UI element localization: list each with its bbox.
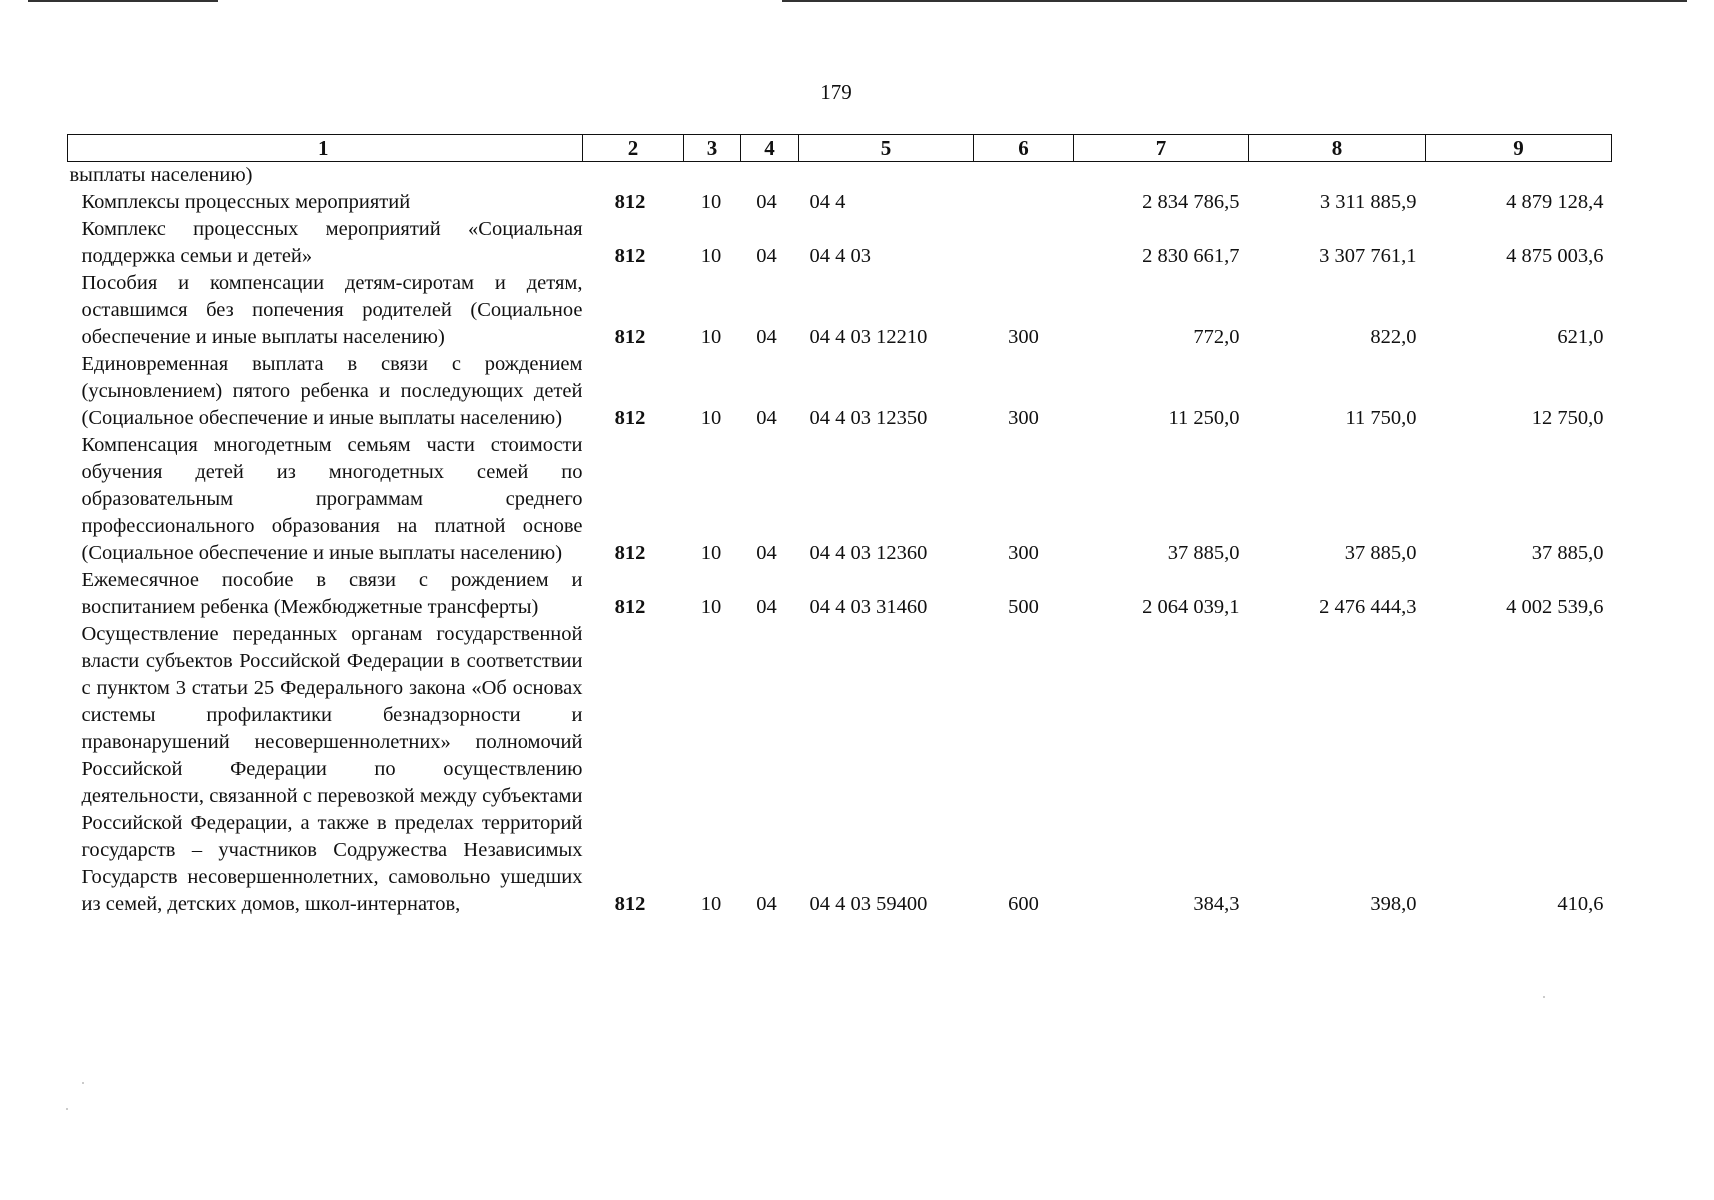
row-name: Пособия и компенсации детям-сиротам и детям, оставшимся без попечения родителей (Социальное обеспечение и иные выплаты населению) [81, 272, 583, 348]
row-amount-col9: 410,6 [1557, 893, 1604, 915]
scan-speck [1543, 996, 1545, 998]
row-expense-type [974, 189, 1074, 216]
row-amount-col7: 772,0 [1193, 326, 1240, 348]
row-target-article: 04 4 03 59400 [809, 893, 928, 915]
row-grbs: 812 [614, 326, 646, 348]
row-expense-type: 600 [1008, 893, 1039, 915]
row-amount-col9: 4 002 539,6 [1506, 596, 1604, 618]
row-section: 10 [700, 542, 722, 564]
row-target-article: 04 4 03 12360 [809, 542, 928, 564]
row-subsection: 04 [756, 893, 777, 915]
row-section: 10 [700, 596, 722, 618]
row-name: Комплексы процессных мероприятий [81, 191, 411, 213]
row-amount-col7 [1074, 162, 1249, 190]
row-section: 10 [700, 893, 722, 915]
row-amount-col8: 398,0 [1370, 893, 1417, 915]
row-subsection: 04 [756, 245, 777, 267]
table-row [68, 189, 1612, 216]
table-row [68, 567, 1612, 621]
row-amount-col9: 621,0 [1557, 326, 1604, 348]
row-amount-col7: 2 834 786,5 [1142, 191, 1240, 213]
row-name: Осуществление переданных органам государственной власти субъектов Российской Федерации в соответствии с пунктом 3 статьи 25 Федерального закона «Об основах системы профилактики безнадзорности и правонарушений несовершеннолетних» полномочий Российской Федерации по осуществлению деятельности, связанной с перевозкой между субъектами Российской Федерации, а также в пределах территорий государств – участников Содружества Независимых Государств несовершеннолетних, самовольно ушедших из семей, детских домов, школ-интернатов, [81, 623, 583, 915]
header-col-3: 3 [684, 135, 741, 162]
row-expense-type [974, 162, 1074, 190]
row-subsection: 04 [756, 191, 777, 213]
table-header [68, 135, 1612, 162]
table-body [68, 162, 1612, 919]
row-amount-col9: 12 750,0 [1531, 407, 1604, 429]
row-subsection: 04 [756, 542, 777, 564]
row-subsection: 04 [756, 407, 777, 429]
row-amount-col7: 384,3 [1193, 893, 1240, 915]
scan-speck [82, 1082, 84, 1084]
table-row [68, 270, 1612, 351]
row-amount-col8: 11 750,0 [1345, 407, 1417, 429]
row-grbs: 812 [614, 893, 646, 915]
header-col-8: 8 [1249, 135, 1426, 162]
row-section: 10 [700, 326, 722, 348]
row-section: 10 [700, 407, 722, 429]
row-section: 10 [700, 191, 722, 213]
row-grbs: 812 [614, 596, 646, 618]
row-target-article: 04 4 [809, 191, 846, 213]
row-amount-col9: 37 885,0 [1531, 542, 1604, 564]
header-col-2: 2 [583, 135, 684, 162]
header-col-9: 9 [1426, 135, 1612, 162]
row-expense-type: 500 [1008, 596, 1039, 618]
header-row [68, 135, 1612, 162]
row-amount-col8: 3 311 885,9 [1319, 191, 1417, 213]
row-amount-col9: 4 879 128,4 [1506, 191, 1604, 213]
row-amount-col8: 2 476 444,3 [1319, 596, 1417, 618]
row-grbs: 812 [614, 191, 646, 213]
row-amount-col9 [1426, 162, 1612, 190]
row-grbs: 812 [614, 542, 646, 564]
row-target-article: 04 4 03 12210 [809, 326, 928, 348]
header-col-4: 4 [741, 135, 799, 162]
budget-table [67, 134, 1612, 918]
row-section: 10 [700, 245, 722, 267]
table-row [68, 162, 1612, 190]
scan-speck [66, 1108, 68, 1110]
row-name: выплаты населению) [69, 164, 253, 186]
row-subsection: 04 [756, 326, 777, 348]
row-expense-type [974, 216, 1074, 270]
row-expense-type: 300 [1008, 542, 1039, 564]
header-col-6: 6 [974, 135, 1074, 162]
row-target-article: 04 4 03 31460 [809, 596, 928, 618]
row-target-article: 04 4 03 [809, 245, 871, 267]
row-grbs: 812 [614, 407, 646, 429]
row-grbs: 812 [614, 245, 646, 267]
header-col-1: 1 [68, 135, 583, 162]
row-name: Единовременная выплата в связи с рождением (усыновлением) пятого ребенка и последующих детей (Социальное обеспечение и иные выплаты населению) [81, 353, 583, 429]
row-amount-col7: 2 064 039,1 [1142, 596, 1240, 618]
row-subsection [741, 162, 799, 190]
row-grbs [583, 162, 684, 190]
row-name: Компенсация многодетным семьям части стоимости обучения детей из многодетных семей по образовательным программам среднего профессионального образования на платной основе (Социальное обеспечение и иные выплаты населению) [81, 434, 583, 564]
header-col-7: 7 [1074, 135, 1249, 162]
row-amount-col7: 2 830 661,7 [1142, 245, 1240, 267]
row-name: Комплекс процессных мероприятий «Социальная поддержка семьи и детей» [81, 218, 583, 267]
table-row [68, 621, 1612, 918]
table-row [68, 432, 1612, 567]
row-section [684, 162, 741, 190]
row-amount-col8 [1249, 162, 1426, 190]
row-amount-col9: 4 875 003,6 [1506, 245, 1604, 267]
table-row [68, 351, 1612, 432]
row-amount-col8: 822,0 [1370, 326, 1417, 348]
row-target-article [799, 162, 974, 190]
row-subsection: 04 [756, 596, 777, 618]
scan-edge-line-left [28, 0, 218, 2]
row-target-article: 04 4 03 12350 [809, 407, 928, 429]
page-number: 179 [820, 80, 852, 104]
row-amount-col8: 37 885,0 [1344, 542, 1417, 564]
header-col-5: 5 [799, 135, 974, 162]
scan-edge-line-right [782, 0, 1687, 2]
row-amount-col7: 11 250,0 [1168, 407, 1240, 429]
table-row [68, 216, 1612, 270]
row-amount-col8: 3 307 761,1 [1319, 245, 1417, 267]
row-amount-col7: 37 885,0 [1167, 542, 1240, 564]
row-expense-type: 300 [1008, 407, 1039, 429]
row-expense-type: 300 [1008, 326, 1039, 348]
row-name: Ежемесячное пособие в связи с рождением и воспитанием ребенка (Межбюджетные трансферты) [81, 569, 583, 618]
